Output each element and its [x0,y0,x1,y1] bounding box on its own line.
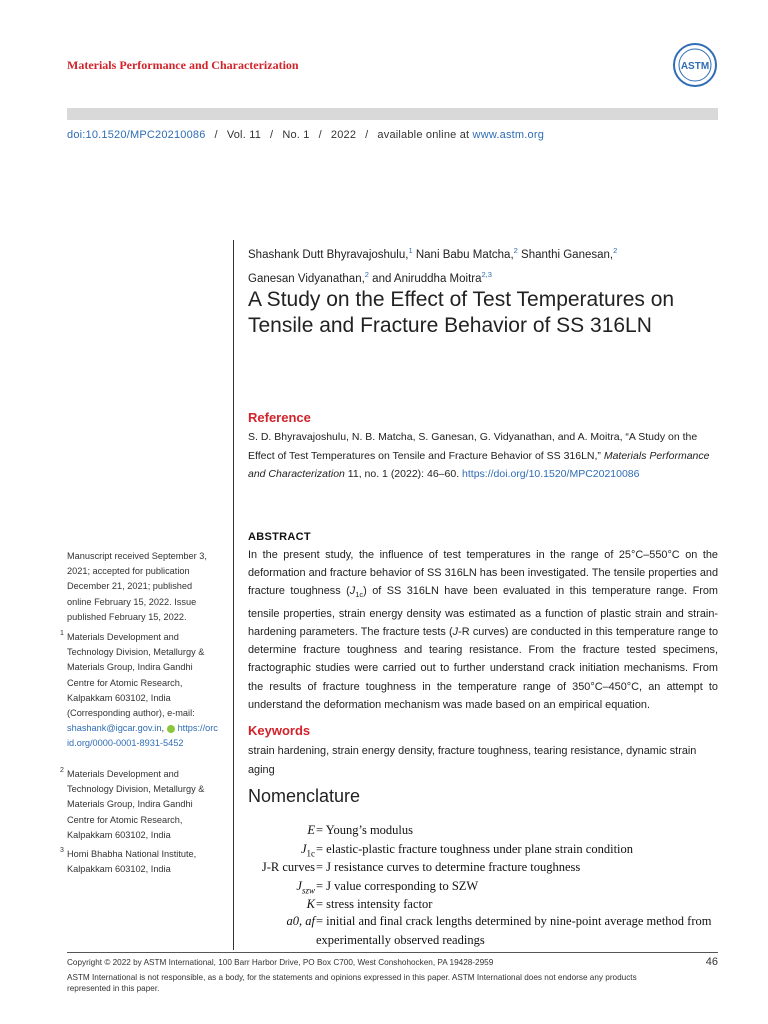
reference-text [248,428,718,484]
affiliation-number: 1 [60,630,64,637]
column-divider [233,240,234,950]
author: Shanthi Ganesan, [521,248,614,261]
logo-text: ASTM [680,61,710,72]
disclaimer: ASTM International is not responsible, as a body, for the statements and opinions expressed in this paper. ASTM International does not endorse any products represented in this paper. [67,972,637,993]
keywords-text: strain hardening, strain energy density, fracture toughness, tearing resistance, dynamic strain aging [248,745,697,776]
affiliation-3: Homi Bhabha National Institute, Kalpakkam 603102, India [67,849,197,875]
site-link[interactable]: www.astm.org [472,129,545,141]
abstract-subscript: 1c [355,590,364,600]
affiliation-marker[interactable]: 2 [613,246,618,255]
abstract-part: ) of SS 316LN have been evaluated in this temperature range. From tensile properties, strain energy density was estimated as a function of plastic strain and strain-hardening parameters. The fracture tests ( [248,585,718,638]
affiliation-number: 3 [60,847,64,854]
nomenclature-definition: = elastic-plastic fracture toughness under plane strain condition [316,842,634,856]
orcid-link[interactable]: https://orcid.org/0000-0001-8931-5452 [67,723,218,749]
nomenclature-term: K [306,897,315,911]
footer [67,957,718,995]
reference-pages: 11, no. 1 (2022): 46–60. [344,468,463,480]
nomenclature-definition: = Young’s modulus [316,823,414,837]
affiliation-marker[interactable]: 2,3 [481,269,492,279]
reference-link[interactable]: https://doi.org/10.1520/MPC20210086 [462,468,640,480]
nomenclature-term: $J_{szw}$ [296,879,315,896]
orcid-icon [167,725,175,733]
astm-logo [672,42,718,88]
page-number: 46 [705,956,718,968]
reference-journal: Materials Performance and Characterization [248,449,710,480]
author: Ganesan Vidyanathan, [248,272,365,285]
nomenclature-definition: experimentally observed readings [316,933,485,947]
affiliation-marker[interactable]: 2 [364,269,369,279]
abstract-part: -R curves) are conducted in this temperature range to determine fracture toughness and tearing resistance. From the fracture tested specimens, fractographic studies were carried out to further understand crack initiation mechanisms. From the results of fracture toughness in the temperature range of 350°C–450°C, an attempt to understand the deformation mechanism was made based on an empirical equation. [248,625,718,711]
abstract-symbol: J [452,625,459,638]
footer-rule [67,952,718,953]
nomenclature-heading: Nomenclature [248,786,361,806]
abstract-symbol: J [349,585,356,598]
nomenclature-term: J-R curves [261,860,315,874]
keywords-heading: Keywords [248,723,311,738]
email-link[interactable]: shashank@igcar.gov.in [67,723,162,734]
affiliation-1: Materials Development and Technology Division, Metallurgy & Materials Group, Indira Gandhi Centre for Atomic Research, Kalpakkam 603102, India (Corresponding author), e-mail: shashank@igcar.gov.in, https://orcid.org/0000-0001-8931-5452 [67,632,218,749]
nomenclature-definition: = initial and final crack lengths determined by nine-point average method from [316,914,712,928]
nomenclature-definition: = J value corresponding to SZW [316,879,479,893]
reference-citation: S. D. Bhyravajoshulu, N. B. Matcha, S. Ganesan, G. Vidyanathan, and A. Moitra, “A Study on the Effect of Test Temperatures on Tensile and Fracture Behavior of SS 316LN,” [248,431,698,462]
reference-heading: Reference [248,410,311,425]
nomenclature-term: $J_{1c}$ [300,842,315,859]
affiliation-marker[interactable]: 2 [513,246,518,255]
nomenclature-term: a0, af [286,914,315,928]
doi-link[interactable]: doi:10.1520/MPC20210086 [67,129,206,141]
nomenclature-term: E [307,823,315,837]
affiliation-text: Materials Development and Technology Division, Metallurgy & Materials Group, Indira Gandhi Centre for Atomic Research, Kalpakkam 603102, India (Corresponding author), e-mail: [67,632,205,719]
affiliation-2: Materials Development and Technology Division, Metallurgy & Materials Group, Indira Gandhi Centre for Atomic Research, Kalpakkam 603102, India [67,769,205,840]
available-text: available online at [377,129,473,141]
doi-line: doi:10.1520/MPC20210086 / Vol. 11 / No. 1 / 2022 / available online at www.astm.org [67,129,545,141]
abstract-part: In the present study, the influence of test temperatures in the range of 25°C–550°C on the deformation and fracture behavior of SS 316LN has been investigated. The tensile properties and fracture toughness ( [248,549,718,598]
year: 2022 [330,129,357,141]
nomenclature-definition: = stress intensity factor [316,897,433,911]
issue-number: No. 1 [282,129,310,141]
author: Shashank Dutt Bhyravajoshulu, [248,248,409,261]
abstract-text [248,546,718,714]
nomenclature-definition: = J resistance curves to determine fracture toughness [316,860,581,874]
author: Nani Babu Matcha, [415,248,514,261]
header-bar [67,108,718,120]
journal-title: Materials Performance and Characterization [67,58,299,72]
affiliation-number: 2 [60,767,64,774]
author: and Aniruddha Moitra [372,272,482,285]
affiliation-marker[interactable]: 1 [408,246,413,255]
copyright: Copyright © 2022 by ASTM International, 100 Barr Harbor Drive, PO Box C700, West Conshohocken, PA 19428-2959 [67,958,494,967]
paper-title: A Study on the Effect of Test Temperatures on Tensile and Fracture Behavior of SS 316LN [248,288,675,337]
manuscript-history: Manuscript received September 3, 2021; accepted for publication December 21, 2021; published online February 15, 2022. Issue published February 15, 2022. [67,551,207,622]
author-list [248,241,718,289]
volume: Vol. 11 [226,129,262,141]
abstract-heading: ABSTRACT [248,531,311,543]
